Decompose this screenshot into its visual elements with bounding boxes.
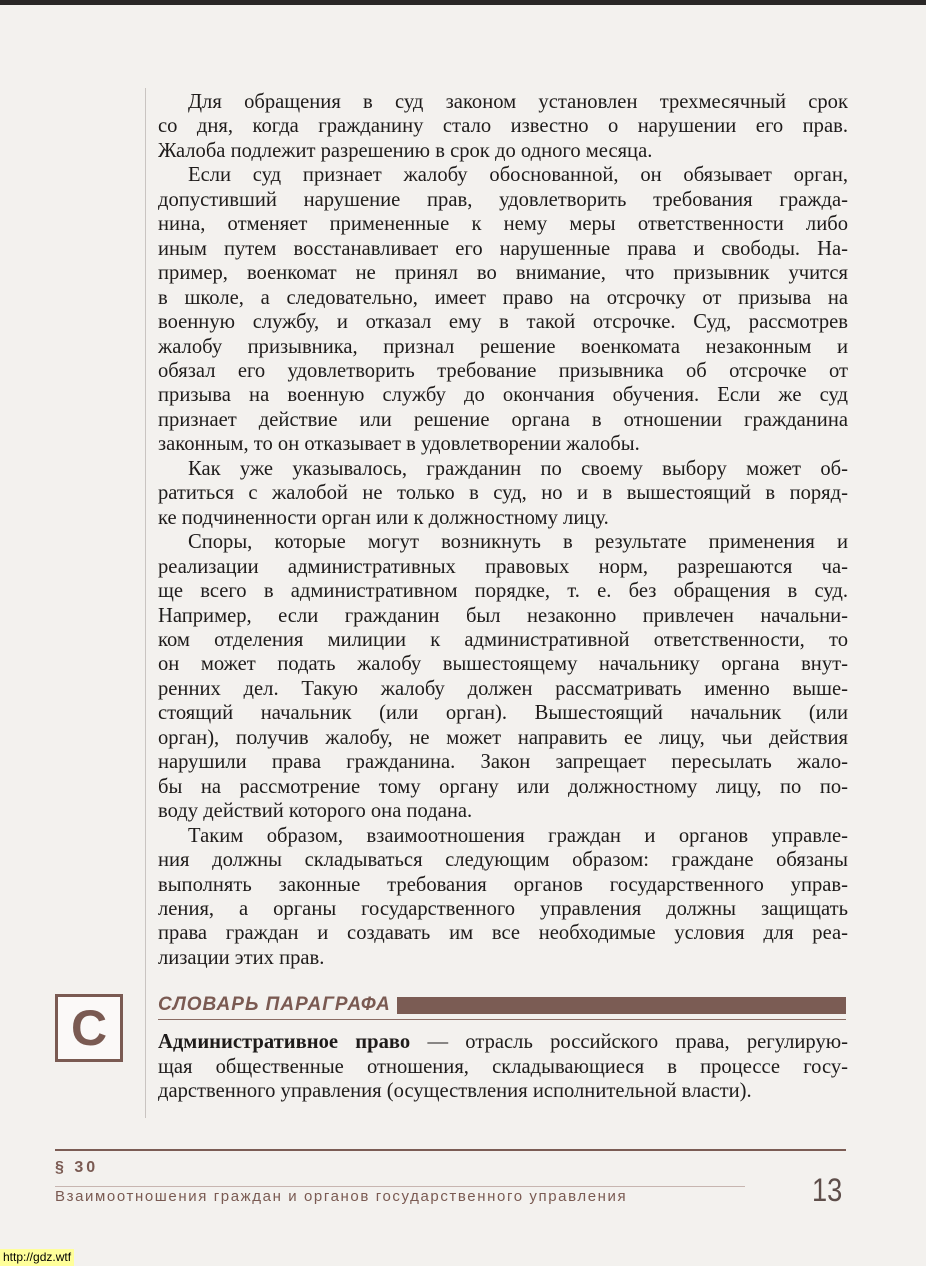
- text-line: Для обращения в суд законом установлен трехмесячный срок: [188, 91, 848, 113]
- page-top-edge: [0, 0, 926, 5]
- text-line: ке подчиненности орган или к должностному лицу.: [158, 506, 609, 529]
- text-line: ком отделения милиции к административной ответственности, то: [158, 628, 848, 651]
- paragraph-1: [158, 90, 848, 163]
- vocabulary-term: Административное право: [158, 1031, 411, 1053]
- text-line: в школе, а следовательно, имеет право на отсрочку от призыва на: [158, 286, 848, 309]
- text-line: пример, военкомат не принял во внимание, что призывник учится: [158, 262, 848, 285]
- paragraph-2: [158, 163, 848, 456]
- definition-text: — отрасль российского права, регулирую-: [410, 1031, 848, 1053]
- vocabulary-definition: [158, 1030, 848, 1104]
- text-line: ратиться с жалобой не только в суд, но и в вышестоящий в поряд-: [158, 482, 848, 505]
- definition-line: дарственного управления (осуществления исполнительной власти).: [158, 1080, 752, 1102]
- footer-chapter-title: Взаимоотношения граждан и органов государственного управления: [55, 1188, 628, 1205]
- text-line: Например, если гражданин был незаконно привлечен начальни-: [158, 604, 848, 627]
- text-line: жалобу призывника, признал решение военкомата незаконным и: [158, 335, 848, 358]
- vocabulary-underline: [158, 1019, 846, 1020]
- text-line: со дня, когда гражданину стало известно о нарушении его прав.: [158, 115, 848, 138]
- text-line: ще всего в административном порядке, т. е. без обращения в суд.: [158, 580, 848, 603]
- text-line: законным, то он отказывает в удовлетворении жалобы.: [158, 433, 640, 456]
- text-line: выполнять законные требования органов государственного управ-: [158, 873, 848, 896]
- vocabulary-badge: [55, 994, 123, 1062]
- text-line: орган), получив жалобу, не может направить ее лицу, чьи действия: [158, 726, 848, 749]
- text-line: Споры, которые могут возникнуть в результате применения и: [188, 531, 848, 554]
- paragraph-3: [158, 457, 848, 530]
- vocabulary-entry: [158, 1030, 848, 1104]
- footer-rule: [55, 1149, 846, 1151]
- text-line: он может подать жалобу вышестоящему начальнику органа внут-: [158, 653, 848, 676]
- text-line: обязал его удовлетворить требование призывника об отсрочке от: [158, 359, 848, 382]
- text-line: Если суд признает жалобу обоснованной, он обязывает орган,: [188, 164, 848, 187]
- text-line: допустивший нарушение прав, удовлетворить требования гражда-: [158, 188, 848, 211]
- text-line: права граждан и создавать им все необходимые условия для реа-: [158, 922, 848, 945]
- vocabulary-header: [158, 993, 846, 1017]
- text-line: лизации этих прав.: [158, 946, 325, 969]
- text-line: признает действие или решение органа в отношении гражданина: [158, 408, 848, 431]
- paragraph-4: [158, 530, 848, 823]
- text-line: ления, а органы государственного управления должны защищать: [158, 897, 848, 920]
- text-line: ренних дел. Такую жалобу должен рассматривать именно выше-: [158, 677, 848, 700]
- definition-line: щая общественные отношения, складывающиеся в процессе госу-: [158, 1055, 848, 1078]
- text-line: Жалоба подлежит разрешению в срок до одного месяца.: [158, 139, 653, 162]
- main-text: [158, 90, 848, 970]
- text-line: ния должны складываться следующим образом: граждане обязаны: [158, 849, 848, 872]
- margin-rule: [145, 88, 146, 1118]
- text-line: иным путем восстанавливает его нарушенные права и свободы. На-: [158, 237, 848, 260]
- definition-line: [158, 1030, 848, 1055]
- text-line: бы на рассмотрение тому органу или должностному лицу, по по-: [158, 775, 848, 798]
- text-line: Таким образом, взаимоотношения граждан и органов управле-: [188, 824, 848, 847]
- vocabulary-title-bar: [397, 997, 846, 1014]
- text-line: стоящий начальник (или орган). Вышестоящий начальник (или: [158, 702, 848, 725]
- footer-section-number: § 30: [55, 1159, 99, 1176]
- vocabulary-badge-letter: С: [70, 1000, 108, 1056]
- text-line: воду действий которого она подана.: [158, 800, 473, 823]
- page-number: 13: [812, 1172, 843, 1208]
- text-line: Как уже указывалось, гражданин по своему выбору может об-: [188, 457, 848, 480]
- text-line: нарушили права гражданина. Закон запрещает пересылать жало-: [158, 751, 848, 774]
- footer-chapter-rule: [55, 1186, 745, 1187]
- watermark-link[interactable]: http://gdz.wtf: [0, 1249, 74, 1266]
- text-line: реализации административных правовых норм, разрешаются ча-: [158, 555, 848, 578]
- text-line: призыва на военную службу до окончания обучения. Если же суд: [158, 384, 848, 407]
- text-line: военную службу, и отказал ему в такой отсрочке. Суд, рассмотрев: [158, 311, 848, 334]
- paragraph-5: [158, 824, 848, 971]
- vocabulary-title: СЛОВАРЬ ПАРАГРАФА: [158, 994, 391, 1015]
- text-line: нина, отменяет примененные к нему меры ответственности либо: [158, 213, 848, 236]
